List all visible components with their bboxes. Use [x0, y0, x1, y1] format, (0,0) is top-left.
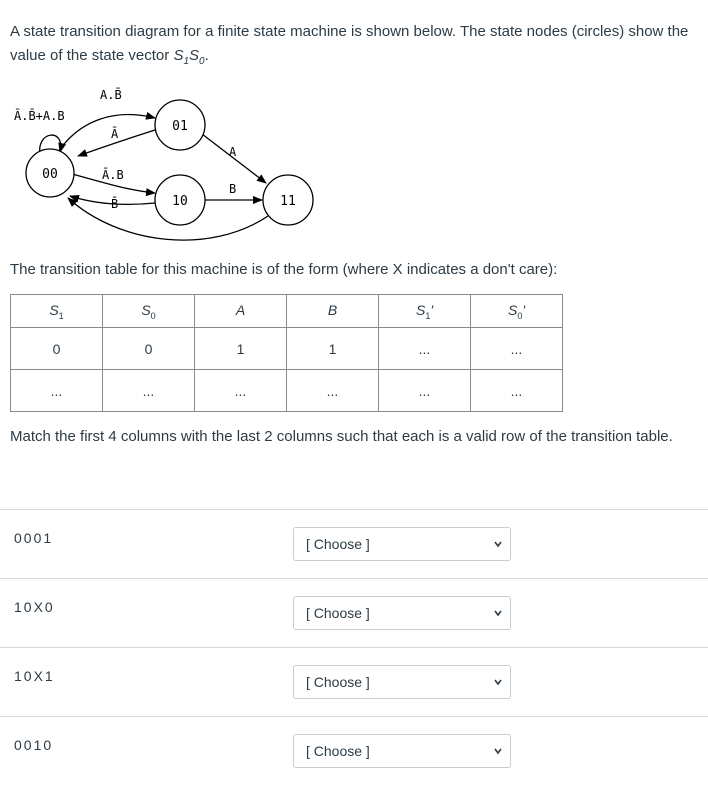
chevron-down-icon: [492, 744, 504, 758]
match-label: 10X1: [14, 668, 55, 684]
header-s0-next: $S_0'$: [471, 295, 563, 328]
match-intro: Match the first 4 columns with the last 2 columns such that each is a valid row of the transition table.: [10, 428, 673, 445]
match-row: [0, 647, 708, 716]
table-header-row: [11, 295, 563, 328]
edge-label-self-loop: Ā.B̄+A.B: [14, 109, 65, 123]
header-b: B: [287, 295, 379, 328]
header-s0: $S_0$: [103, 295, 195, 328]
answer-select-2[interactable]: [293, 596, 511, 630]
table-cell: ...: [379, 370, 471, 412]
state-label-01: 01: [172, 119, 188, 134]
table-cell: ...: [287, 370, 379, 412]
state-label-11: 11: [280, 194, 296, 209]
table-cell: ...: [195, 370, 287, 412]
table-cell: 0: [103, 328, 195, 370]
match-row: [0, 578, 708, 647]
answer-select-3[interactable]: [293, 665, 511, 699]
state-vector-s0: $S_0$: [189, 47, 205, 67]
edge-label-a: A: [229, 145, 237, 159]
state-transition-diagram: [0, 80, 330, 250]
chevron-down-icon: [492, 537, 504, 551]
answer-select-1[interactable]: [293, 527, 511, 561]
chevron-down-icon: [492, 675, 504, 689]
match-label: 0010: [14, 737, 54, 753]
table-cell: 1: [195, 328, 287, 370]
transition-table: [10, 294, 563, 412]
table-intro: The transition table for this machine is of the form (where X indicates a don't care):: [10, 261, 558, 278]
header-s1-next: $S_1'$: [379, 295, 471, 328]
match-row: [0, 716, 708, 785]
table-cell: ...: [11, 370, 103, 412]
edge-label-not-a-b: Ā.B: [102, 168, 124, 182]
edge-label-not-a: Ā: [111, 127, 119, 141]
edge-label-not-b: B̄: [111, 197, 119, 211]
match-label: 10X0: [14, 599, 55, 615]
table-cell: ...: [471, 370, 563, 412]
state-label-10: 10: [172, 194, 188, 209]
edge-label-a-not-b: A.B̄: [100, 88, 122, 102]
header-s1: $S_1$: [11, 295, 103, 328]
header-a: A: [195, 295, 287, 328]
match-label: 0001: [14, 530, 54, 546]
table-row: [11, 370, 563, 412]
table-cell: 0: [11, 328, 103, 370]
state-label-00: 00: [42, 167, 58, 182]
select-value: [ Choose ]: [306, 743, 370, 759]
table-row: [11, 328, 563, 370]
intro-text: A state transition diagram for a finite state machine is shown below. The state nodes (circles) show the value of the state vector: [10, 23, 689, 64]
select-value: [ Choose ]: [306, 674, 370, 690]
table-cell: ...: [103, 370, 195, 412]
select-value: [ Choose ]: [306, 536, 370, 552]
answer-select-4[interactable]: [293, 734, 511, 768]
select-value: [ Choose ]: [306, 605, 370, 621]
state-vector-s1: $S_1$: [173, 47, 190, 67]
table-cell: ...: [471, 328, 563, 370]
table-cell: 1: [287, 328, 379, 370]
edge-label-b: B: [229, 182, 237, 196]
question-intro: A state transition diagram for a finite state machine is shown below. The state nodes (circles) show the value of the state vector $S_1S_0$.: [10, 23, 689, 67]
match-row: [0, 509, 708, 578]
chevron-down-icon: [492, 606, 504, 620]
table-cell: ...: [379, 328, 471, 370]
